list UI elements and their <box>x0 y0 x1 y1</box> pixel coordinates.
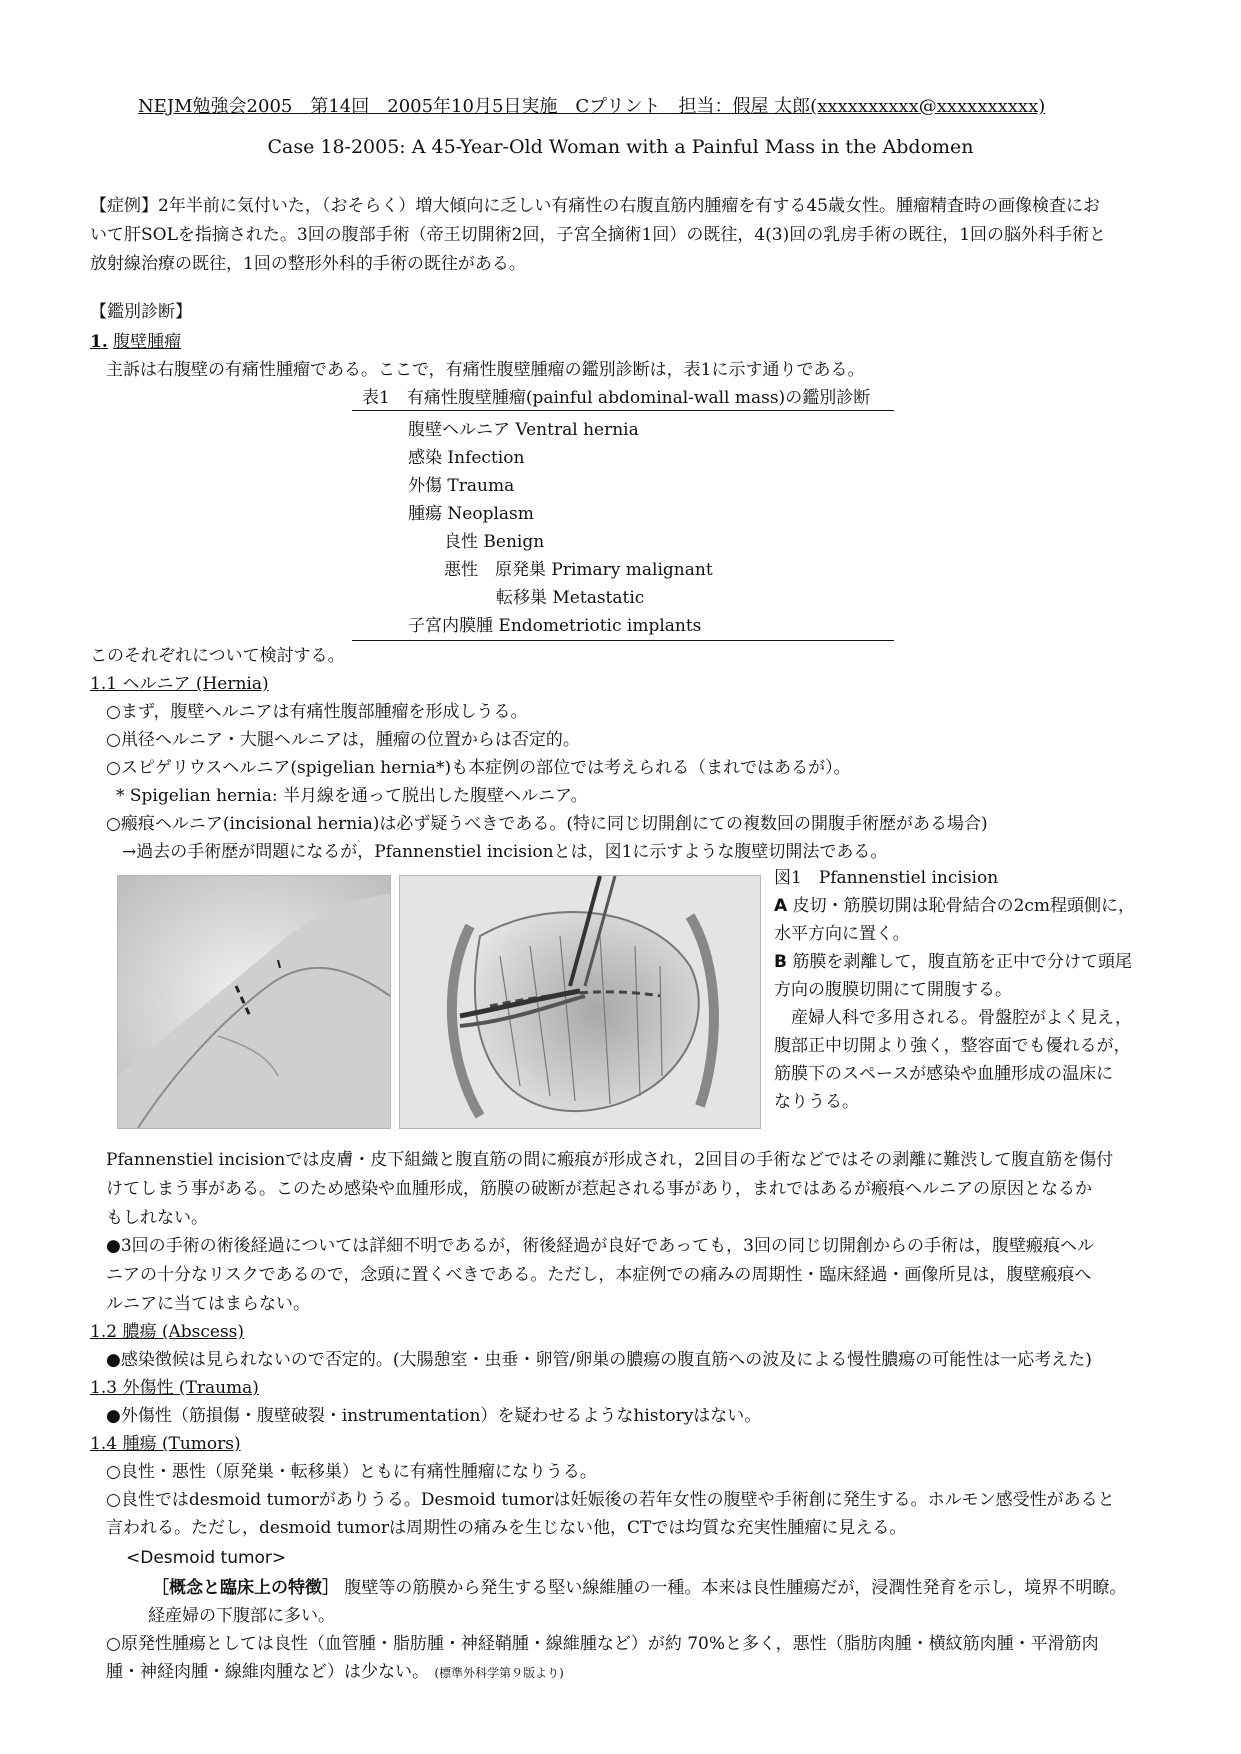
table-row: 腫瘍 Neoplasm <box>408 504 534 524</box>
figure-1-b-line <box>774 948 1132 977</box>
figure-1b-drawing <box>400 876 760 1128</box>
desmoid-feature-line: 経産婦の下腹部に多い。 <box>148 1606 335 1626</box>
primary-tumor-text: 腫・神経肉腫・線維肉腫など）は少ない。 <box>106 1662 429 1682</box>
abscess-line: ●感染徴候は見られないので否定的。(大腸憩室・虫垂・卵管/卵巣の膿瘍の腹直筋への波及による慢性膿瘍の可能性は一応考えた) <box>106 1350 1092 1370</box>
hernia-line: ○瘢痕ヘルニア(incisional hernia)は必ず疑うべきである。(特に同じ切開創にての複数回の開腹手術歴がある場合) <box>106 814 988 834</box>
figure-1-a-line: 水平方向に置く。 <box>774 924 910 944</box>
paragraph-line: Pfannenstiel incisionでは皮膚・皮下組織と腹直筋の間に瘢痕が形成され，2回目の手術などではその剥離に難渋して腹直筋を傷付 <box>106 1150 1114 1170</box>
tumor-line: ○良性ではdesmoid tumorがありうる。Desmoid tumorは妊娠後の若年女性の腹壁や手術創に発生する。ホルモン感受性があると <box>106 1490 1115 1510</box>
after-table-text: このそれぞれについて検討する。 <box>90 646 345 666</box>
hernia-footnote: * Spigelian hernia: 半月線を通って脱出した腹壁ヘルニア。 <box>116 786 588 806</box>
figure-1-title: 図1 Pfannenstiel incision <box>774 868 999 888</box>
section-1-number: 1. <box>90 332 108 352</box>
section-1-4-title: 1.4 腫瘍 (Tumors) <box>90 1434 241 1454</box>
surgery-risk-paragraph <box>106 1232 1152 1319</box>
figure-1-note-line: なりうる。 <box>774 1092 859 1112</box>
figure-1a-image <box>117 875 391 1129</box>
section-1-2-title: 1.2 膿瘍 (Abscess) <box>90 1322 245 1342</box>
primary-tumor-line <box>106 1658 564 1688</box>
paragraph-line: ニアの十分なリスクであるので，念頭に置くべきである。ただし，本症例での痛みの周期性・臨床経過・画像所見は，腹壁瘢痕へ <box>106 1265 1092 1285</box>
table-bottom-rule <box>352 640 894 641</box>
table-row: 感染 Infection <box>408 448 525 468</box>
figure-1-a-text: 皮切・筋膜切開は恥骨結合の2cm程頭側に， <box>792 896 1136 916</box>
table-row: 外傷 Trauma <box>408 476 515 496</box>
section-1-title: 腹壁腫瘤 <box>113 332 182 352</box>
section-1-intro: 主訴は右腹壁の有痛性腫瘤である。ここで，有痛性腹壁腫瘤の鑑別診断は，表1に示す通りである。 <box>106 360 865 380</box>
figure-1-note-line: 筋膜下のスペースが感染や血腫形成の温床に <box>774 1064 1114 1084</box>
figure-1-b-label: B <box>774 952 787 972</box>
section-1-1-title: 1.1 ヘルニア (Hernia) <box>90 674 269 694</box>
paragraph-line: ●3回の手術の術後経過については詳細不明であるが，術後経過が良好であっても，3回の同じ切開創からの手術は，腹壁瘢痕ヘル <box>106 1236 1094 1256</box>
case-paragraph <box>90 192 1152 279</box>
figure-1-a-label: A <box>774 896 788 916</box>
table-row: 腹壁ヘルニア Ventral hernia <box>408 420 639 440</box>
hernia-line: ○スピゲリウスヘルニア(spigelian hernia*)も本症例の部位では考えられる（まれではあるが）。 <box>106 758 851 778</box>
paragraph-line: ルニアに当てはまらない。 <box>106 1294 310 1314</box>
table-row: 子宮内膜腫 Endometriotic implants <box>408 616 702 636</box>
section-1-3-title: 1.3 外傷性 (Trauma) <box>90 1378 259 1398</box>
figure-1a-drawing <box>118 876 390 1128</box>
figure-1b-image <box>399 875 761 1129</box>
desmoid-feature-line <box>152 1574 1126 1603</box>
hernia-line: ○鼡径ヘルニア・大腿ヘルニアは，腫瘤の位置からは否定的。 <box>106 730 580 750</box>
figure-1-note-line: 産婦人科で多用される。骨盤腔がよく見え， <box>774 1008 1133 1028</box>
table-top-rule <box>352 410 894 411</box>
table-row: 良性 Benign <box>444 532 545 552</box>
pfannenstiel-paragraph <box>106 1146 1152 1233</box>
paragraph-line: けてしまう事がある。このため感染や血腫形成，筋膜の破断が惹起される事があり，まれではあるが瘢痕ヘルニアの原因となるか <box>106 1179 1092 1199</box>
primary-tumor-line: ○原発性腫瘍としては良性（血管腫・脂肪腫・神経鞘腫・線維腫など）が約 70%と多く，悪性（脂肪肉腫・横紋筋肉腫・平滑筋肉 <box>106 1634 1099 1654</box>
ddx-heading: 【鑑別診断】 <box>90 302 192 322</box>
case-line: 【症例】2年半前に気付いた，（おそらく）増大傾向に乏しい有痛性の右腹直筋内腫瘤を有する45歳女性。腫瘤精査時の画像検査にお <box>90 196 1100 216</box>
hernia-line: →過去の手術歴が問題になるが，Pfannenstiel incisionとは，図1に示すような腹壁切開法である。 <box>122 842 888 862</box>
case-line: いて肝SOLを指摘された。3回の腹部手術（帝王切開術2回，子宮全摘術1回）の既往，4(3)回の乳房手術の既往，1回の脳外科手術と <box>90 225 1107 245</box>
hernia-line: ○まず，腹壁ヘルニアは有痛性腹部腫瘤を形成しうる。 <box>106 702 528 722</box>
desmoid-feature-text: 腹壁等の筋膜から発生する堅い線維腫の一種。本来は良性腫瘍だが，浸潤性発育を示し，境界不明瞭。 <box>344 1578 1127 1598</box>
tumor-line: ○良性・悪性（原発巣・転移巣）ともに有痛性腫瘤になりうる。 <box>106 1462 597 1482</box>
desmoid-feature-label: ［概念と臨床上の特徴］ <box>152 1578 339 1598</box>
table-1-caption: 表1 有痛性腹壁腫瘤(painful abdominal-wall mass)の鑑別診断 <box>362 388 871 408</box>
section-1-heading <box>90 328 181 357</box>
document-title: Case 18-2005: A 45-Year-Old Woman with a Painful Mass in the Abdomen <box>267 136 974 158</box>
figure-1-b-line: 方向の腹膜切開にて開腹する。 <box>774 980 1012 1000</box>
table-row: 転移巣 Metastatic <box>496 588 645 608</box>
tumor-line: 言われる。ただし，desmoid tumorは周期性の痛みを生じない他，CTでは均質な充実性腫瘤に見える。 <box>106 1518 907 1538</box>
primary-tumor-source: (標準外科学第９版より) <box>434 1666 564 1680</box>
table-row: 悪性 原発巣 Primary malignant <box>444 560 713 580</box>
document-header: NEJM勉強会2005 第14回 2005年10月5日実施 Cプリント 担当：假屋 太郎(xxxxxxxxxx@xxxxxxxxxx) <box>138 96 1046 117</box>
figure-1-note-line: 腹部正中切開より強く，整容面でも優れるが， <box>774 1036 1131 1056</box>
desmoid-heading: <Desmoid tumor> <box>126 1548 287 1568</box>
case-line: 放射線治療の既往，1回の整形外科的手術の既往がある。 <box>90 254 526 274</box>
figure-1-a-line <box>774 892 1135 921</box>
figure-1-b-text: 筋膜を剥離して，腹直筋を正中で分けて頭尾 <box>792 952 1133 972</box>
paragraph-line: もしれない。 <box>106 1208 208 1228</box>
trauma-line: ●外傷性（筋損傷・腹壁破裂・instrumentation）を疑わせるようなhistoryはない。 <box>106 1406 762 1426</box>
